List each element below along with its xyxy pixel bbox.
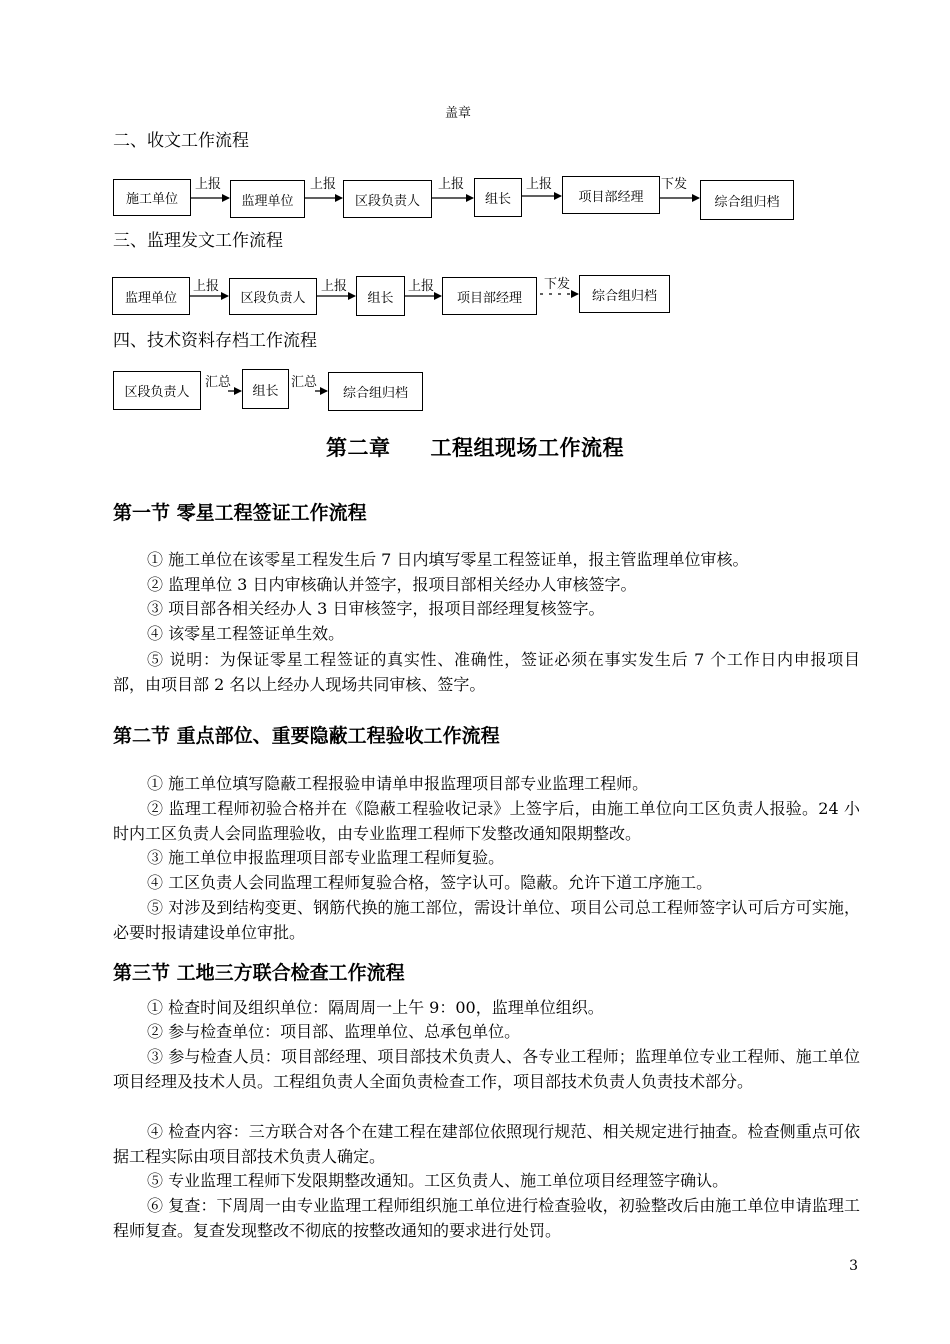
flow1-node-archive: 综合组归档	[700, 180, 794, 220]
page-number: 3	[849, 1258, 858, 1274]
flow3-label-1: 汇总	[205, 375, 232, 390]
section-1-para-4: ④ 该零星工程签证单生效。	[147, 624, 345, 643]
stamp-label: 盖章	[445, 106, 472, 121]
flow2-label-4: 下发	[544, 277, 571, 292]
section-3-para-4: ④ 检查内容：三方联合对各个在建工程在建部位依照现行规范、相关规定进行抽查。检查侧重点可依据工程实际由项目部技术负责人确定。	[113, 1122, 860, 1166]
flow-heading-dispatch: 三、监理发文工作流程	[113, 231, 283, 251]
flow1-node-section-leader: 区段负责人	[343, 180, 432, 218]
flow3-label-2: 汇总	[291, 375, 318, 390]
flow1-label-4: 上报	[526, 177, 553, 192]
section-2-para-5: ⑤ 对涉及到结构变更、钢筋代换的施工部位，需设计单位、项目公司总工程师签字认可后方可实施，必要时报请建设单位审批。	[113, 898, 860, 942]
section-3-para-5: ⑤ 专业监理工程师下发限期整改通知。工区负责人、施工单位项目经理签字确认。	[147, 1171, 729, 1190]
section-2-para-3: ③ 施工单位申报监理项目部专业监理工程师复验。	[147, 848, 505, 867]
section-2-para-2: ② 监理工程师初验合格并在《隐蔽工程验收记录》上签字后，由施工单位向工区负责人报验。24 小时内工区负责人会同监理验收，由专业监理工程师下发整改通知限期整改。	[113, 799, 860, 843]
section-1-title: 第一节 零星工程签证工作流程	[113, 502, 367, 524]
flow3-node-section-leader: 区段负责人	[113, 371, 201, 410]
section-1-para-5: ⑤ 说明：为保证零星工程签证的真实性、准确性，签证必须在事实发生后 7 个工作日内申报项目部，由项目部 2 名以上经办人现场共同审核、签字。	[113, 650, 860, 694]
section-3-para-1: ① 检查时间及组织单位：隔周周一上午 9：00，监理单位组织。	[147, 998, 604, 1017]
flow1-label-2: 上报	[310, 177, 337, 192]
flow-arrows	[0, 0, 950, 430]
section-3-para-2: ② 参与检查单位：项目部、监理单位、总承包单位。	[147, 1022, 521, 1041]
chapter-title	[0, 432, 950, 462]
chapter-number: 第二章	[326, 436, 391, 460]
flow1-node-group-leader: 组长	[474, 178, 522, 217]
flow2-node-supervision-unit: 监理单位	[112, 277, 190, 315]
section-3-para-3: ③ 参与检查人员：项目部经理、项目部技术负责人、各专业工程师；监理单位专业工程师、施工单位项目经理及技术人员。工程组负责人全面负责检查工作，项目部技术负责人负责技术部分。	[113, 1047, 860, 1091]
section-2-para-1: ① 施工单位填写隐蔽工程报验申请单申报监理项目部专业监理工程师。	[147, 774, 649, 793]
flow1-label-3: 上报	[438, 177, 465, 192]
flow-heading-receive: 二、收文工作流程	[113, 131, 249, 151]
section-1-para-1: ① 施工单位在该零星工程发生后 7 日内填写零星工程签证单，报主管监理单位审核。	[147, 550, 749, 569]
flow1-node-supervision-unit: 监理单位	[230, 180, 305, 218]
flow2-node-archive: 综合组归档	[579, 275, 670, 313]
flow1-label-1: 上报	[195, 177, 222, 192]
flow-heading-archive: 四、技术资料存档工作流程	[113, 331, 317, 351]
flow2-node-group-leader: 组长	[356, 276, 405, 316]
section-1-para-2: ② 监理单位 3 日内审核确认并签字，报项目部相关经办人审核签字。	[147, 575, 637, 594]
flow2-label-3: 上报	[408, 279, 435, 294]
flow1-node-project-manager: 项目部经理	[562, 176, 660, 214]
flow2-label-1: 上报	[193, 279, 220, 294]
flow2-node-section-leader: 区段负责人	[229, 278, 317, 315]
section-3-para-6: ⑥ 复查：下周周一由专业监理工程师组织施工单位进行检查验收，初验整改后由施工单位申请监理工程师复查。复查发现整改不彻底的按整改通知的要求进行处罚。	[113, 1196, 860, 1240]
section-3-title: 第三节 工地三方联合检查工作流程	[113, 962, 405, 984]
section-2-title: 第二节 重点部位、重要隐蔽工程验收工作流程	[113, 725, 500, 747]
flow1-node-construction-unit: 施工单位	[113, 179, 191, 216]
flow3-node-archive: 综合组归档	[328, 372, 423, 411]
flow3-node-group-leader: 组长	[242, 369, 289, 409]
flow2-label-2: 上报	[321, 279, 348, 294]
section-2-para-4: ④ 工区负责人会同监理工程师复验合格，签字认可。隐蔽。允许下道工序施工。	[147, 873, 713, 892]
flow1-label-5: 下发	[661, 177, 688, 192]
section-1-para-3: ③ 项目部各相关经办人 3 日审核签字，报项目部经理复核签字。	[147, 599, 605, 618]
flow2-node-project-manager: 项目部经理	[442, 277, 537, 315]
chapter-name: 工程组现场工作流程	[430, 436, 624, 460]
